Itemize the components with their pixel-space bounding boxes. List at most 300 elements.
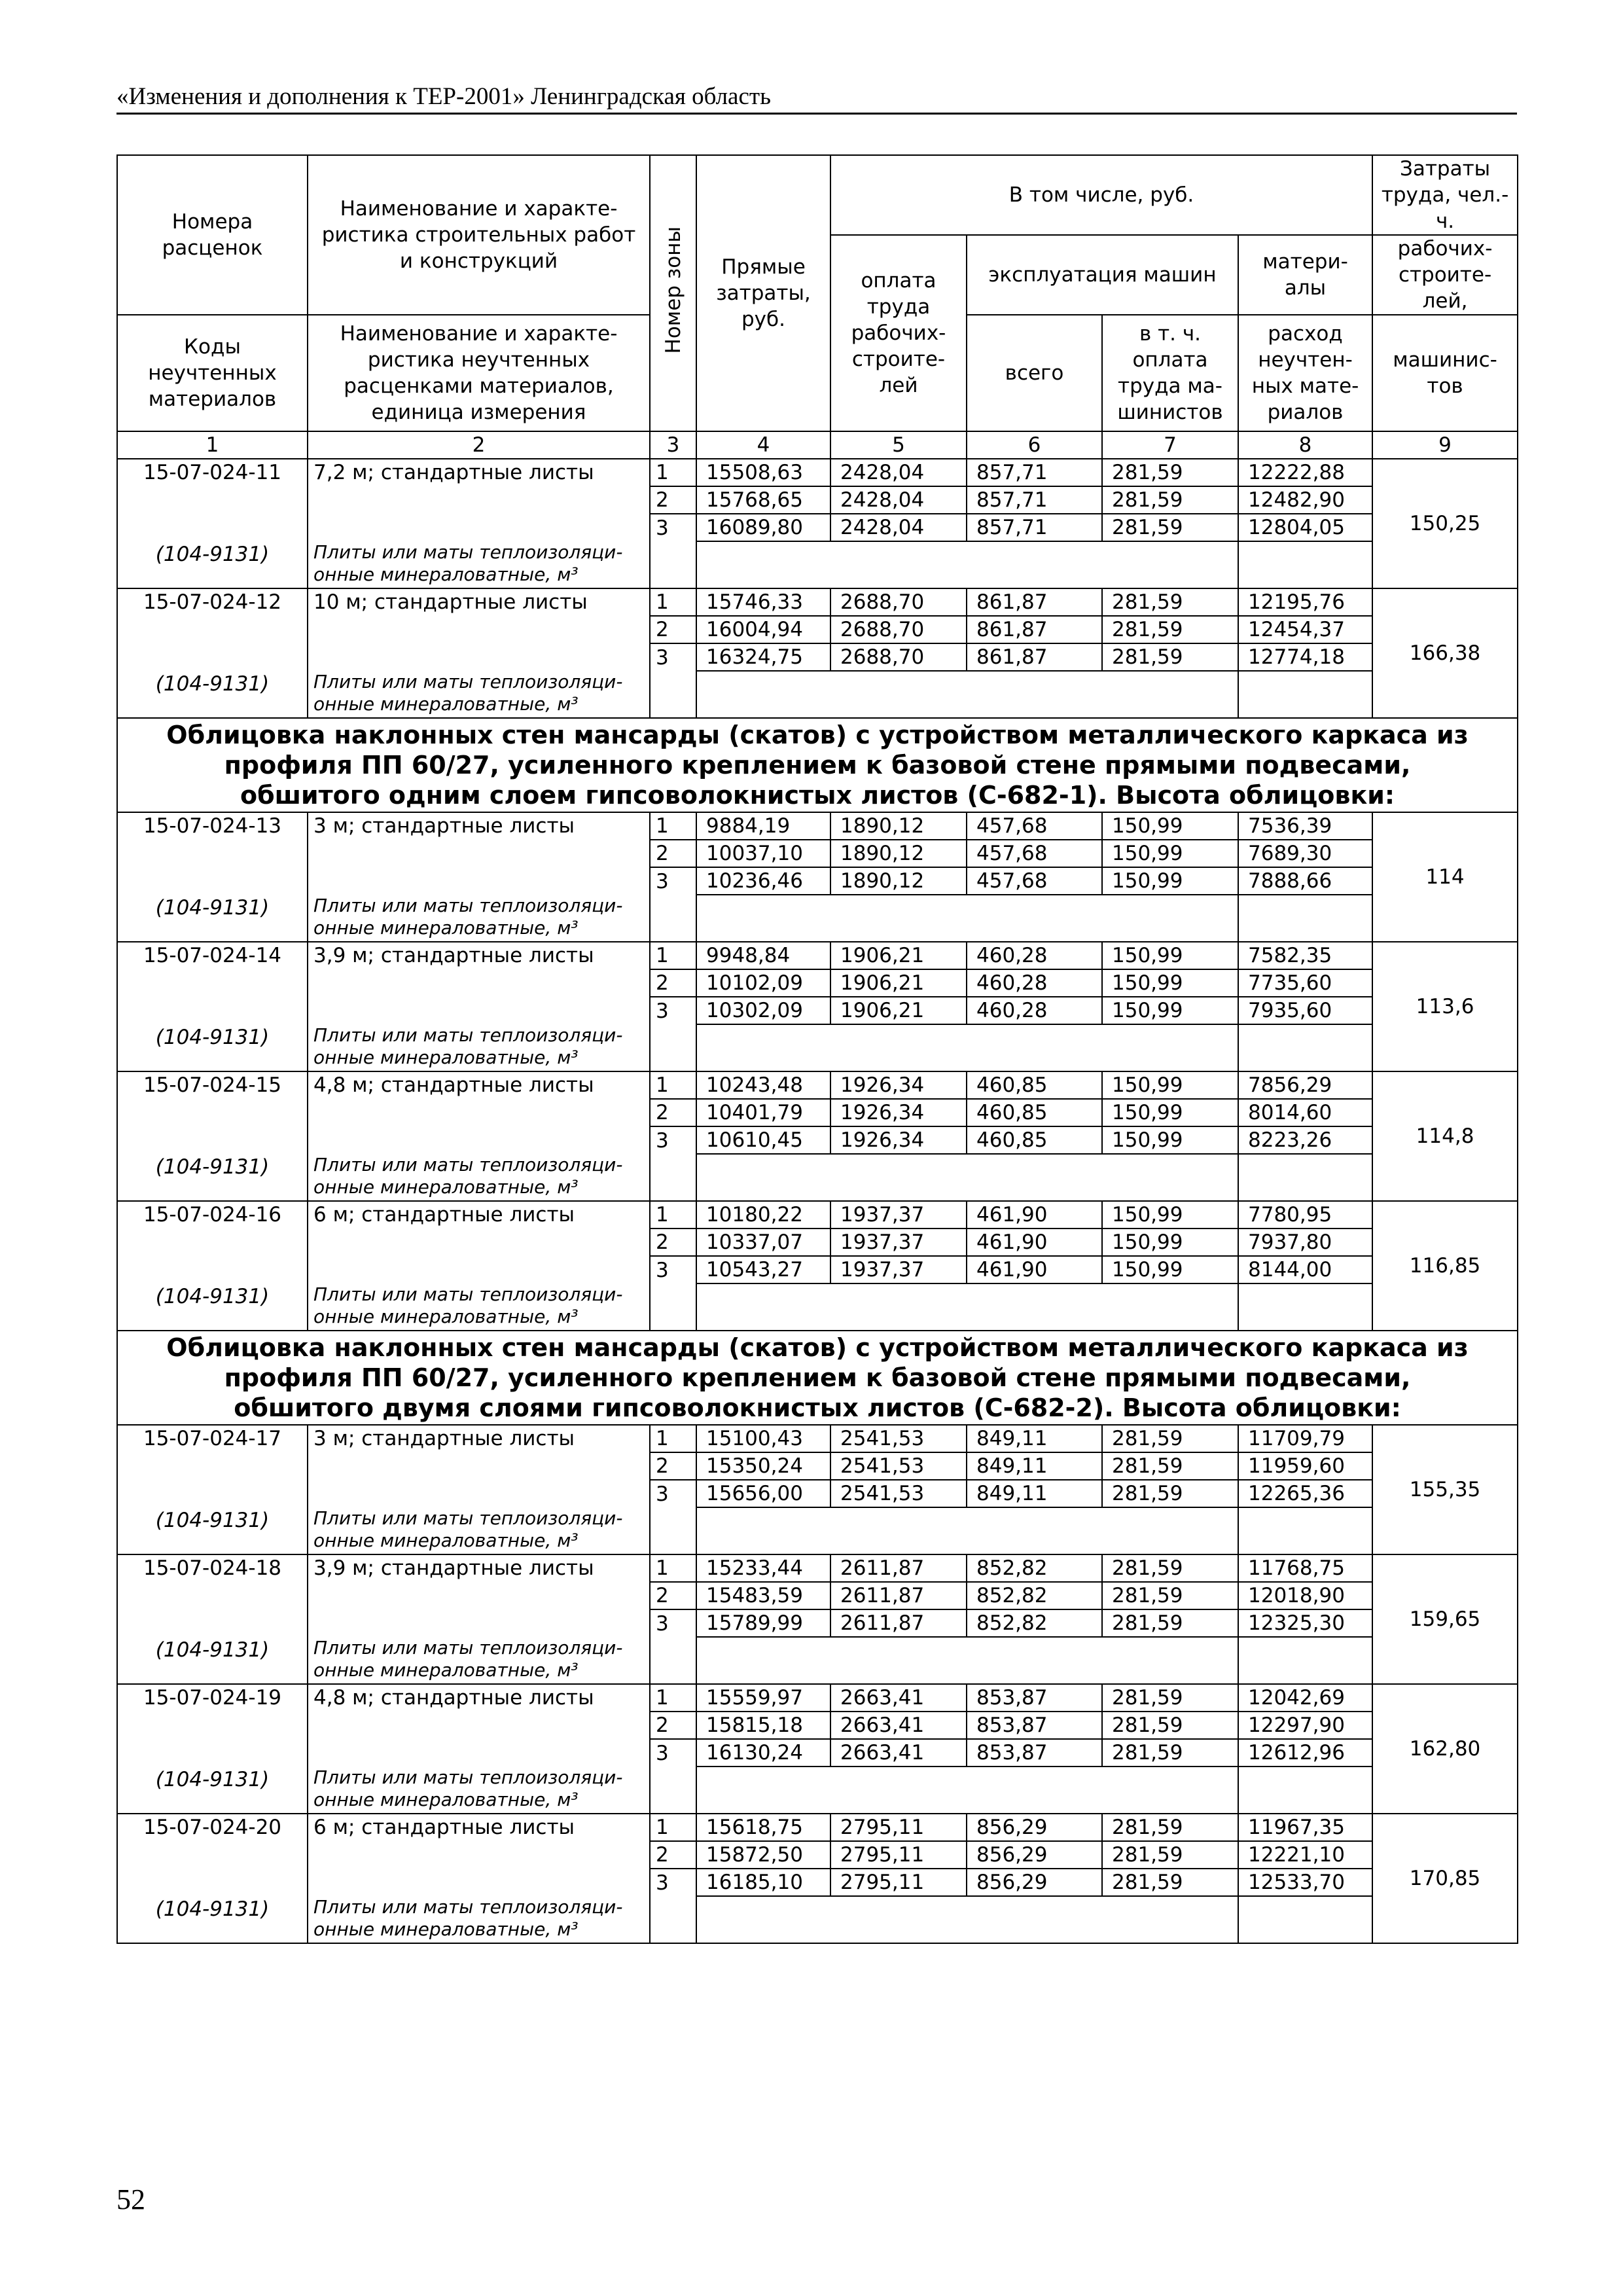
operator-pay: 281,59 <box>1102 1554 1238 1582</box>
operator-pay: 150,99 <box>1102 1229 1238 1256</box>
zone-number: 2 <box>650 486 696 514</box>
material-empty <box>1238 1896 1372 1943</box>
operator-pay: 281,59 <box>1102 514 1238 541</box>
material-row <box>117 1154 1518 1201</box>
zone-number: 3 <box>650 1869 696 1896</box>
machine-total: 856,29 <box>967 1869 1102 1896</box>
rate-row <box>117 1425 1518 1452</box>
material-row <box>117 895 1518 942</box>
materials-cost: 11967,35 <box>1238 1814 1372 1841</box>
material-zone-empty <box>650 1767 696 1814</box>
direct-costs: 10243,48 <box>696 1071 830 1099</box>
rate-name: 3 м; стандартные листы <box>308 812 650 895</box>
direct-costs: 15768,65 <box>696 486 830 514</box>
machine-total: 461,90 <box>967 1201 1102 1229</box>
header-material-codes: Коды неучтенных материалов <box>117 315 308 431</box>
rate-code: 15-07-024-16 <box>117 1201 308 1283</box>
material-name: Плиты или маты теплоизоляци-онные минераловатные, м³ <box>308 1154 650 1201</box>
machine-total: 852,82 <box>967 1554 1102 1582</box>
material-zone-empty <box>650 1154 696 1201</box>
worker-pay: 2428,04 <box>830 486 967 514</box>
zone-number: 3 <box>650 997 696 1024</box>
running-header: «Изменения и дополнения к ТЕР-2001» Ленинградская область <box>116 84 1517 115</box>
worker-pay: 2611,87 <box>830 1609 967 1637</box>
material-code: (104-9131) <box>117 671 308 718</box>
machine-total: 461,90 <box>967 1256 1102 1283</box>
worker-pay: 2795,11 <box>830 1841 967 1869</box>
section-heading-row <box>117 718 1518 812</box>
rate-row <box>117 812 1518 840</box>
zone-number: 2 <box>650 616 696 643</box>
header-including: В том числе, руб. <box>830 155 1372 235</box>
rate-name: 4,8 м; стандартные листы <box>308 1071 650 1154</box>
operator-pay: 150,99 <box>1102 1099 1238 1126</box>
material-empty <box>1238 1283 1372 1331</box>
materials-cost: 12018,90 <box>1238 1582 1372 1609</box>
rate-name: 3 м; стандартные листы <box>308 1425 650 1507</box>
material-zone-empty <box>650 671 696 718</box>
material-code: (104-9131) <box>117 1767 308 1814</box>
materials-cost: 12454,37 <box>1238 616 1372 643</box>
operator-pay: 281,59 <box>1102 1841 1238 1869</box>
direct-costs: 15559,97 <box>696 1684 830 1712</box>
zone-number: 3 <box>650 1480 696 1507</box>
material-empty <box>1238 541 1372 588</box>
section-heading-line: профиля ПП 60/27, усиленного креплением к базовой стене прямыми подвесами, <box>224 1363 1411 1392</box>
material-empty <box>696 1767 1238 1814</box>
section-heading-line: обшитого двумя слоями гипсоволокнистых листов (С-682-2). Высота облицовки: <box>234 1393 1401 1422</box>
direct-costs: 10236,46 <box>696 867 830 895</box>
machine-total: 461,90 <box>967 1229 1102 1256</box>
zone-number: 3 <box>650 1126 696 1154</box>
material-empty <box>1238 1507 1372 1554</box>
machine-total: 861,87 <box>967 616 1102 643</box>
machine-total: 849,11 <box>967 1480 1102 1507</box>
labor-workers: 116,85 <box>1372 1201 1518 1331</box>
machine-total: 853,87 <box>967 1739 1102 1767</box>
materials-cost: 8014,60 <box>1238 1099 1372 1126</box>
machine-total: 853,87 <box>967 1684 1102 1712</box>
zone-number: 3 <box>650 867 696 895</box>
direct-costs: 15815,18 <box>696 1712 830 1739</box>
material-name: Плиты или маты теплоизоляци-онные минераловатные, м³ <box>308 895 650 942</box>
material-empty <box>1238 671 1372 718</box>
rate-code: 15-07-024-13 <box>117 812 308 895</box>
rate-row <box>117 1684 1518 1712</box>
material-empty <box>696 1507 1238 1554</box>
materials-cost: 7780,95 <box>1238 1201 1372 1229</box>
rate-row <box>117 1554 1518 1582</box>
header-direct-costs: Прямые затраты, руб. <box>696 155 830 431</box>
materials-cost: 12533,70 <box>1238 1869 1372 1896</box>
operator-pay: 281,59 <box>1102 459 1238 486</box>
zone-number: 3 <box>650 514 696 541</box>
column-number: 8 <box>1238 431 1372 459</box>
operator-pay: 281,59 <box>1102 1739 1238 1767</box>
direct-costs: 10610,45 <box>696 1126 830 1154</box>
operator-pay: 281,59 <box>1102 1425 1238 1452</box>
worker-pay: 2663,41 <box>830 1739 967 1767</box>
material-zone-empty <box>650 1896 696 1943</box>
direct-costs: 16130,24 <box>696 1739 830 1767</box>
worker-pay: 2611,87 <box>830 1554 967 1582</box>
section-heading <box>117 718 1518 812</box>
labor-workers: 159,65 <box>1372 1554 1518 1684</box>
materials-cost: 8144,00 <box>1238 1256 1372 1283</box>
header-machine-operation: эксплуатация машин <box>967 235 1238 315</box>
machine-total: 853,87 <box>967 1712 1102 1739</box>
machine-total: 460,85 <box>967 1126 1102 1154</box>
worker-pay: 1890,12 <box>830 867 967 895</box>
direct-costs: 15483,59 <box>696 1582 830 1609</box>
zone-number: 2 <box>650 1452 696 1480</box>
worker-pay: 1926,34 <box>830 1099 967 1126</box>
direct-costs: 15746,33 <box>696 588 830 616</box>
machine-total: 460,28 <box>967 942 1102 969</box>
column-number: 5 <box>830 431 967 459</box>
zone-number: 1 <box>650 1425 696 1452</box>
material-empty <box>696 1637 1238 1684</box>
material-code: (104-9131) <box>117 541 308 588</box>
operator-pay: 150,99 <box>1102 840 1238 867</box>
worker-pay: 1906,21 <box>830 942 967 969</box>
header-machine-total: всего <box>967 315 1102 431</box>
rate-name: 4,8 м; стандартные листы <box>308 1684 650 1767</box>
direct-costs: 10401,79 <box>696 1099 830 1126</box>
materials-cost: 7735,60 <box>1238 969 1372 997</box>
direct-costs: 16004,94 <box>696 616 830 643</box>
column-number: 3 <box>650 431 696 459</box>
materials-cost: 12612,96 <box>1238 1739 1372 1767</box>
materials-cost: 12325,30 <box>1238 1609 1372 1637</box>
operator-pay: 281,59 <box>1102 1814 1238 1841</box>
zone-number: 1 <box>650 1071 696 1099</box>
section-heading-line: профиля ПП 60/27, усиленного креплением к базовой стене прямыми подвесами, <box>224 751 1411 780</box>
material-row <box>117 1024 1518 1071</box>
worker-pay: 1937,37 <box>830 1201 967 1229</box>
worker-pay: 2688,70 <box>830 643 967 671</box>
rate-row <box>117 1814 1518 1841</box>
material-row <box>117 1283 1518 1331</box>
zone-number: 2 <box>650 840 696 867</box>
material-empty <box>1238 1637 1372 1684</box>
material-zone-empty <box>650 541 696 588</box>
labor-workers: 113,6 <box>1372 942 1518 1071</box>
materials-cost: 11709,79 <box>1238 1425 1372 1452</box>
materials-cost: 12482,90 <box>1238 486 1372 514</box>
operator-pay: 281,59 <box>1102 588 1238 616</box>
direct-costs: 15508,63 <box>696 459 830 486</box>
materials-cost: 7856,29 <box>1238 1071 1372 1099</box>
operator-pay: 150,99 <box>1102 997 1238 1024</box>
machine-total: 457,68 <box>967 867 1102 895</box>
machine-total: 857,71 <box>967 486 1102 514</box>
operator-pay: 281,59 <box>1102 616 1238 643</box>
labor-workers: 114,8 <box>1372 1071 1518 1201</box>
direct-costs: 9884,19 <box>696 812 830 840</box>
worker-pay: 1906,21 <box>830 997 967 1024</box>
zone-number: 2 <box>650 1099 696 1126</box>
operator-pay: 281,59 <box>1102 1869 1238 1896</box>
table-header <box>117 155 1518 459</box>
table-body <box>117 459 1518 1943</box>
material-row <box>117 1767 1518 1814</box>
header-operator-pay: в т. ч. оплата труда ма-шинистов <box>1102 315 1238 431</box>
material-zone-empty <box>650 1024 696 1071</box>
header-material-name: Наименование и характе-ристика неучтенных расценками материалов, единица измерения <box>308 315 650 431</box>
material-zone-empty <box>650 1507 696 1554</box>
direct-costs: 16185,10 <box>696 1869 830 1896</box>
machine-total: 856,29 <box>967 1841 1102 1869</box>
material-code: (104-9131) <box>117 1283 308 1331</box>
header-labor-costs: Затраты труда, чел.-ч. <box>1372 155 1518 235</box>
direct-costs: 15100,43 <box>696 1425 830 1452</box>
rate-code: 15-07-024-19 <box>117 1684 308 1767</box>
direct-costs: 15618,75 <box>696 1814 830 1841</box>
zone-number: 2 <box>650 1229 696 1256</box>
material-name: Плиты или маты теплоизоляци-онные минераловатные, м³ <box>308 1283 650 1331</box>
labor-workers: 155,35 <box>1372 1425 1518 1554</box>
direct-costs: 10102,09 <box>696 969 830 997</box>
material-row <box>117 1507 1518 1554</box>
direct-costs: 16324,75 <box>696 643 830 671</box>
direct-costs: 15656,00 <box>696 1480 830 1507</box>
material-zone-empty <box>650 1283 696 1331</box>
rate-name: 3,9 м; стандартные листы <box>308 942 650 1024</box>
zone-number: 3 <box>650 1609 696 1637</box>
rate-code: 15-07-024-20 <box>117 1814 308 1896</box>
operator-pay: 150,99 <box>1102 1256 1238 1283</box>
worker-pay: 1890,12 <box>830 812 967 840</box>
operator-pay: 150,99 <box>1102 969 1238 997</box>
machine-total: 857,71 <box>967 459 1102 486</box>
zone-number: 1 <box>650 812 696 840</box>
worker-pay: 2428,04 <box>830 459 967 486</box>
machine-total: 460,85 <box>967 1071 1102 1099</box>
zone-number: 3 <box>650 1739 696 1767</box>
zone-number: 1 <box>650 1554 696 1582</box>
materials-cost: 7888,66 <box>1238 867 1372 895</box>
materials-cost: 12297,90 <box>1238 1712 1372 1739</box>
column-number-row <box>117 431 1518 459</box>
materials-cost: 7689,30 <box>1238 840 1372 867</box>
material-empty <box>696 541 1238 588</box>
rate-name: 6 м; стандартные листы <box>308 1814 650 1896</box>
zone-number: 1 <box>650 1814 696 1841</box>
column-number: 1 <box>117 431 308 459</box>
operator-pay: 150,99 <box>1102 812 1238 840</box>
direct-costs: 16089,80 <box>696 514 830 541</box>
material-name: Плиты или маты теплоизоляци-онные минераловатные, м³ <box>308 1767 650 1814</box>
worker-pay: 2611,87 <box>830 1582 967 1609</box>
direct-costs: 10302,09 <box>696 997 830 1024</box>
section-heading-row <box>117 1331 1518 1425</box>
zone-number: 1 <box>650 459 696 486</box>
material-empty <box>696 1896 1238 1943</box>
machine-total: 460,28 <box>967 997 1102 1024</box>
materials-cost: 12774,18 <box>1238 643 1372 671</box>
material-row <box>117 1896 1518 1943</box>
worker-pay: 2541,53 <box>830 1480 967 1507</box>
operator-pay: 281,59 <box>1102 1452 1238 1480</box>
machine-total: 460,85 <box>967 1099 1102 1126</box>
zone-number: 2 <box>650 1582 696 1609</box>
material-row <box>117 541 1518 588</box>
machine-total: 861,87 <box>967 588 1102 616</box>
operator-pay: 150,99 <box>1102 1126 1238 1154</box>
header-unaccounted-materials: расход неучтен-ных мате-риалов <box>1238 315 1372 431</box>
material-name: Плиты или маты теплоизоляци-онные минераловатные, м³ <box>308 1507 650 1554</box>
operator-pay: 150,99 <box>1102 942 1238 969</box>
machine-total: 857,71 <box>967 514 1102 541</box>
operator-pay: 281,59 <box>1102 1684 1238 1712</box>
worker-pay: 2795,11 <box>830 1814 967 1841</box>
worker-pay: 1926,34 <box>830 1071 967 1099</box>
machine-total: 852,82 <box>967 1582 1102 1609</box>
rate-name: 7,2 м; стандартные листы <box>308 459 650 541</box>
material-row <box>117 671 1518 718</box>
direct-costs: 15233,44 <box>696 1554 830 1582</box>
column-number: 9 <box>1372 431 1518 459</box>
machine-total: 849,11 <box>967 1425 1102 1452</box>
rate-row <box>117 459 1518 486</box>
direct-costs: 10037,10 <box>696 840 830 867</box>
materials-cost: 12221,10 <box>1238 1841 1372 1869</box>
material-empty <box>696 671 1238 718</box>
worker-pay: 2663,41 <box>830 1684 967 1712</box>
column-number: 2 <box>308 431 650 459</box>
materials-cost: 8223,26 <box>1238 1126 1372 1154</box>
material-empty <box>696 1283 1238 1331</box>
header-work-name: Наименование и характе-ристика строительных работ и конструкций <box>308 155 650 315</box>
direct-costs: 10180,22 <box>696 1201 830 1229</box>
material-empty <box>696 895 1238 942</box>
operator-pay: 281,59 <box>1102 1582 1238 1609</box>
material-empty <box>1238 1024 1372 1071</box>
labor-workers: 162,80 <box>1372 1684 1518 1814</box>
direct-costs: 9948,84 <box>696 942 830 969</box>
header-zone-number-text: Номер зоны <box>661 226 685 354</box>
material-empty <box>696 1024 1238 1071</box>
material-zone-empty <box>650 1637 696 1684</box>
rate-row <box>117 942 1518 969</box>
header-materials: матери-алы <box>1238 235 1372 315</box>
direct-costs: 15789,99 <box>696 1609 830 1637</box>
materials-cost: 11959,60 <box>1238 1452 1372 1480</box>
rate-name: 10 м; стандартные листы <box>308 588 650 671</box>
material-code: (104-9131) <box>117 1896 308 1943</box>
material-empty <box>1238 1154 1372 1201</box>
worker-pay: 1937,37 <box>830 1256 967 1283</box>
section-heading-line: Облицовка наклонных стен мансарды (скатов) с устройством металлического каркаса из <box>166 721 1469 749</box>
worker-pay: 1906,21 <box>830 969 967 997</box>
header-zone-number <box>650 155 696 431</box>
worker-pay: 1890,12 <box>830 840 967 867</box>
worker-pay: 2541,53 <box>830 1452 967 1480</box>
material-name: Плиты или маты теплоизоляци-онные минераловатные, м³ <box>308 1024 650 1071</box>
materials-cost: 7937,80 <box>1238 1229 1372 1256</box>
column-number: 6 <box>967 431 1102 459</box>
rate-row <box>117 1201 1518 1229</box>
material-code: (104-9131) <box>117 1154 308 1201</box>
rate-name: 3,9 м; стандартные листы <box>308 1554 650 1637</box>
column-number: 4 <box>696 431 830 459</box>
header-worker-pay: оплата труда рабочих-строите-лей <box>830 235 967 431</box>
material-name: Плиты или маты теплоизоляци-онные минераловатные, м³ <box>308 1896 650 1943</box>
rate-code: 15-07-024-12 <box>117 588 308 671</box>
operator-pay: 150,99 <box>1102 1071 1238 1099</box>
machine-total: 856,29 <box>967 1814 1102 1841</box>
rate-code: 15-07-024-11 <box>117 459 308 541</box>
operator-pay: 281,59 <box>1102 1712 1238 1739</box>
material-name: Плиты или маты теплоизоляци-онные минераловатные, м³ <box>308 541 650 588</box>
rate-code: 15-07-024-18 <box>117 1554 308 1637</box>
worker-pay: 2663,41 <box>830 1712 967 1739</box>
material-code: (104-9131) <box>117 1507 308 1554</box>
operator-pay: 281,59 <box>1102 643 1238 671</box>
zone-number: 2 <box>650 1712 696 1739</box>
labor-workers: 114 <box>1372 812 1518 942</box>
worker-pay: 2541,53 <box>830 1425 967 1452</box>
zone-number: 2 <box>650 1841 696 1869</box>
operator-pay: 281,59 <box>1102 486 1238 514</box>
zone-number: 1 <box>650 1201 696 1229</box>
labor-workers: 170,85 <box>1372 1814 1518 1943</box>
worker-pay: 1926,34 <box>830 1126 967 1154</box>
worker-pay: 1937,37 <box>830 1229 967 1256</box>
worker-pay: 2688,70 <box>830 616 967 643</box>
direct-costs: 10543,27 <box>696 1256 830 1283</box>
header-rate-numbers: Номера расценок <box>117 155 308 315</box>
header-workers: рабочих-строите-лей, <box>1372 235 1518 315</box>
materials-cost: 12265,36 <box>1238 1480 1372 1507</box>
machine-total: 457,68 <box>967 840 1102 867</box>
material-code: (104-9131) <box>117 1024 308 1071</box>
rate-code: 15-07-024-17 <box>117 1425 308 1507</box>
materials-cost: 7536,39 <box>1238 812 1372 840</box>
direct-costs: 15872,50 <box>696 1841 830 1869</box>
rate-code: 15-07-024-14 <box>117 942 308 1024</box>
rate-row <box>117 588 1518 616</box>
zone-number: 1 <box>650 942 696 969</box>
zone-number: 1 <box>650 1684 696 1712</box>
rate-row <box>117 1071 1518 1099</box>
material-code: (104-9131) <box>117 895 308 942</box>
materials-cost: 12042,69 <box>1238 1684 1372 1712</box>
machine-total: 457,68 <box>967 812 1102 840</box>
worker-pay: 2795,11 <box>830 1869 967 1896</box>
operator-pay: 150,99 <box>1102 1201 1238 1229</box>
zone-number: 2 <box>650 969 696 997</box>
material-zone-empty <box>650 895 696 942</box>
rates-table <box>116 154 1518 1944</box>
materials-cost: 12804,05 <box>1238 514 1372 541</box>
worker-pay: 2428,04 <box>830 514 967 541</box>
direct-costs: 15350,24 <box>696 1452 830 1480</box>
section-heading-line: Облицовка наклонных стен мансарды (скатов) с устройством металлического каркаса из <box>166 1333 1469 1362</box>
column-number: 7 <box>1102 431 1238 459</box>
material-name: Плиты или маты теплоизоляци-онные минераловатные, м³ <box>308 1637 650 1684</box>
zone-number: 1 <box>650 588 696 616</box>
machine-total: 849,11 <box>967 1452 1102 1480</box>
material-empty <box>1238 1767 1372 1814</box>
material-name: Плиты или маты теплоизоляци-онные минераловатные, м³ <box>308 671 650 718</box>
labor-workers: 166,38 <box>1372 588 1518 718</box>
operator-pay: 281,59 <box>1102 1480 1238 1507</box>
material-empty <box>696 1154 1238 1201</box>
section-heading <box>117 1331 1518 1425</box>
machine-total: 852,82 <box>967 1609 1102 1637</box>
